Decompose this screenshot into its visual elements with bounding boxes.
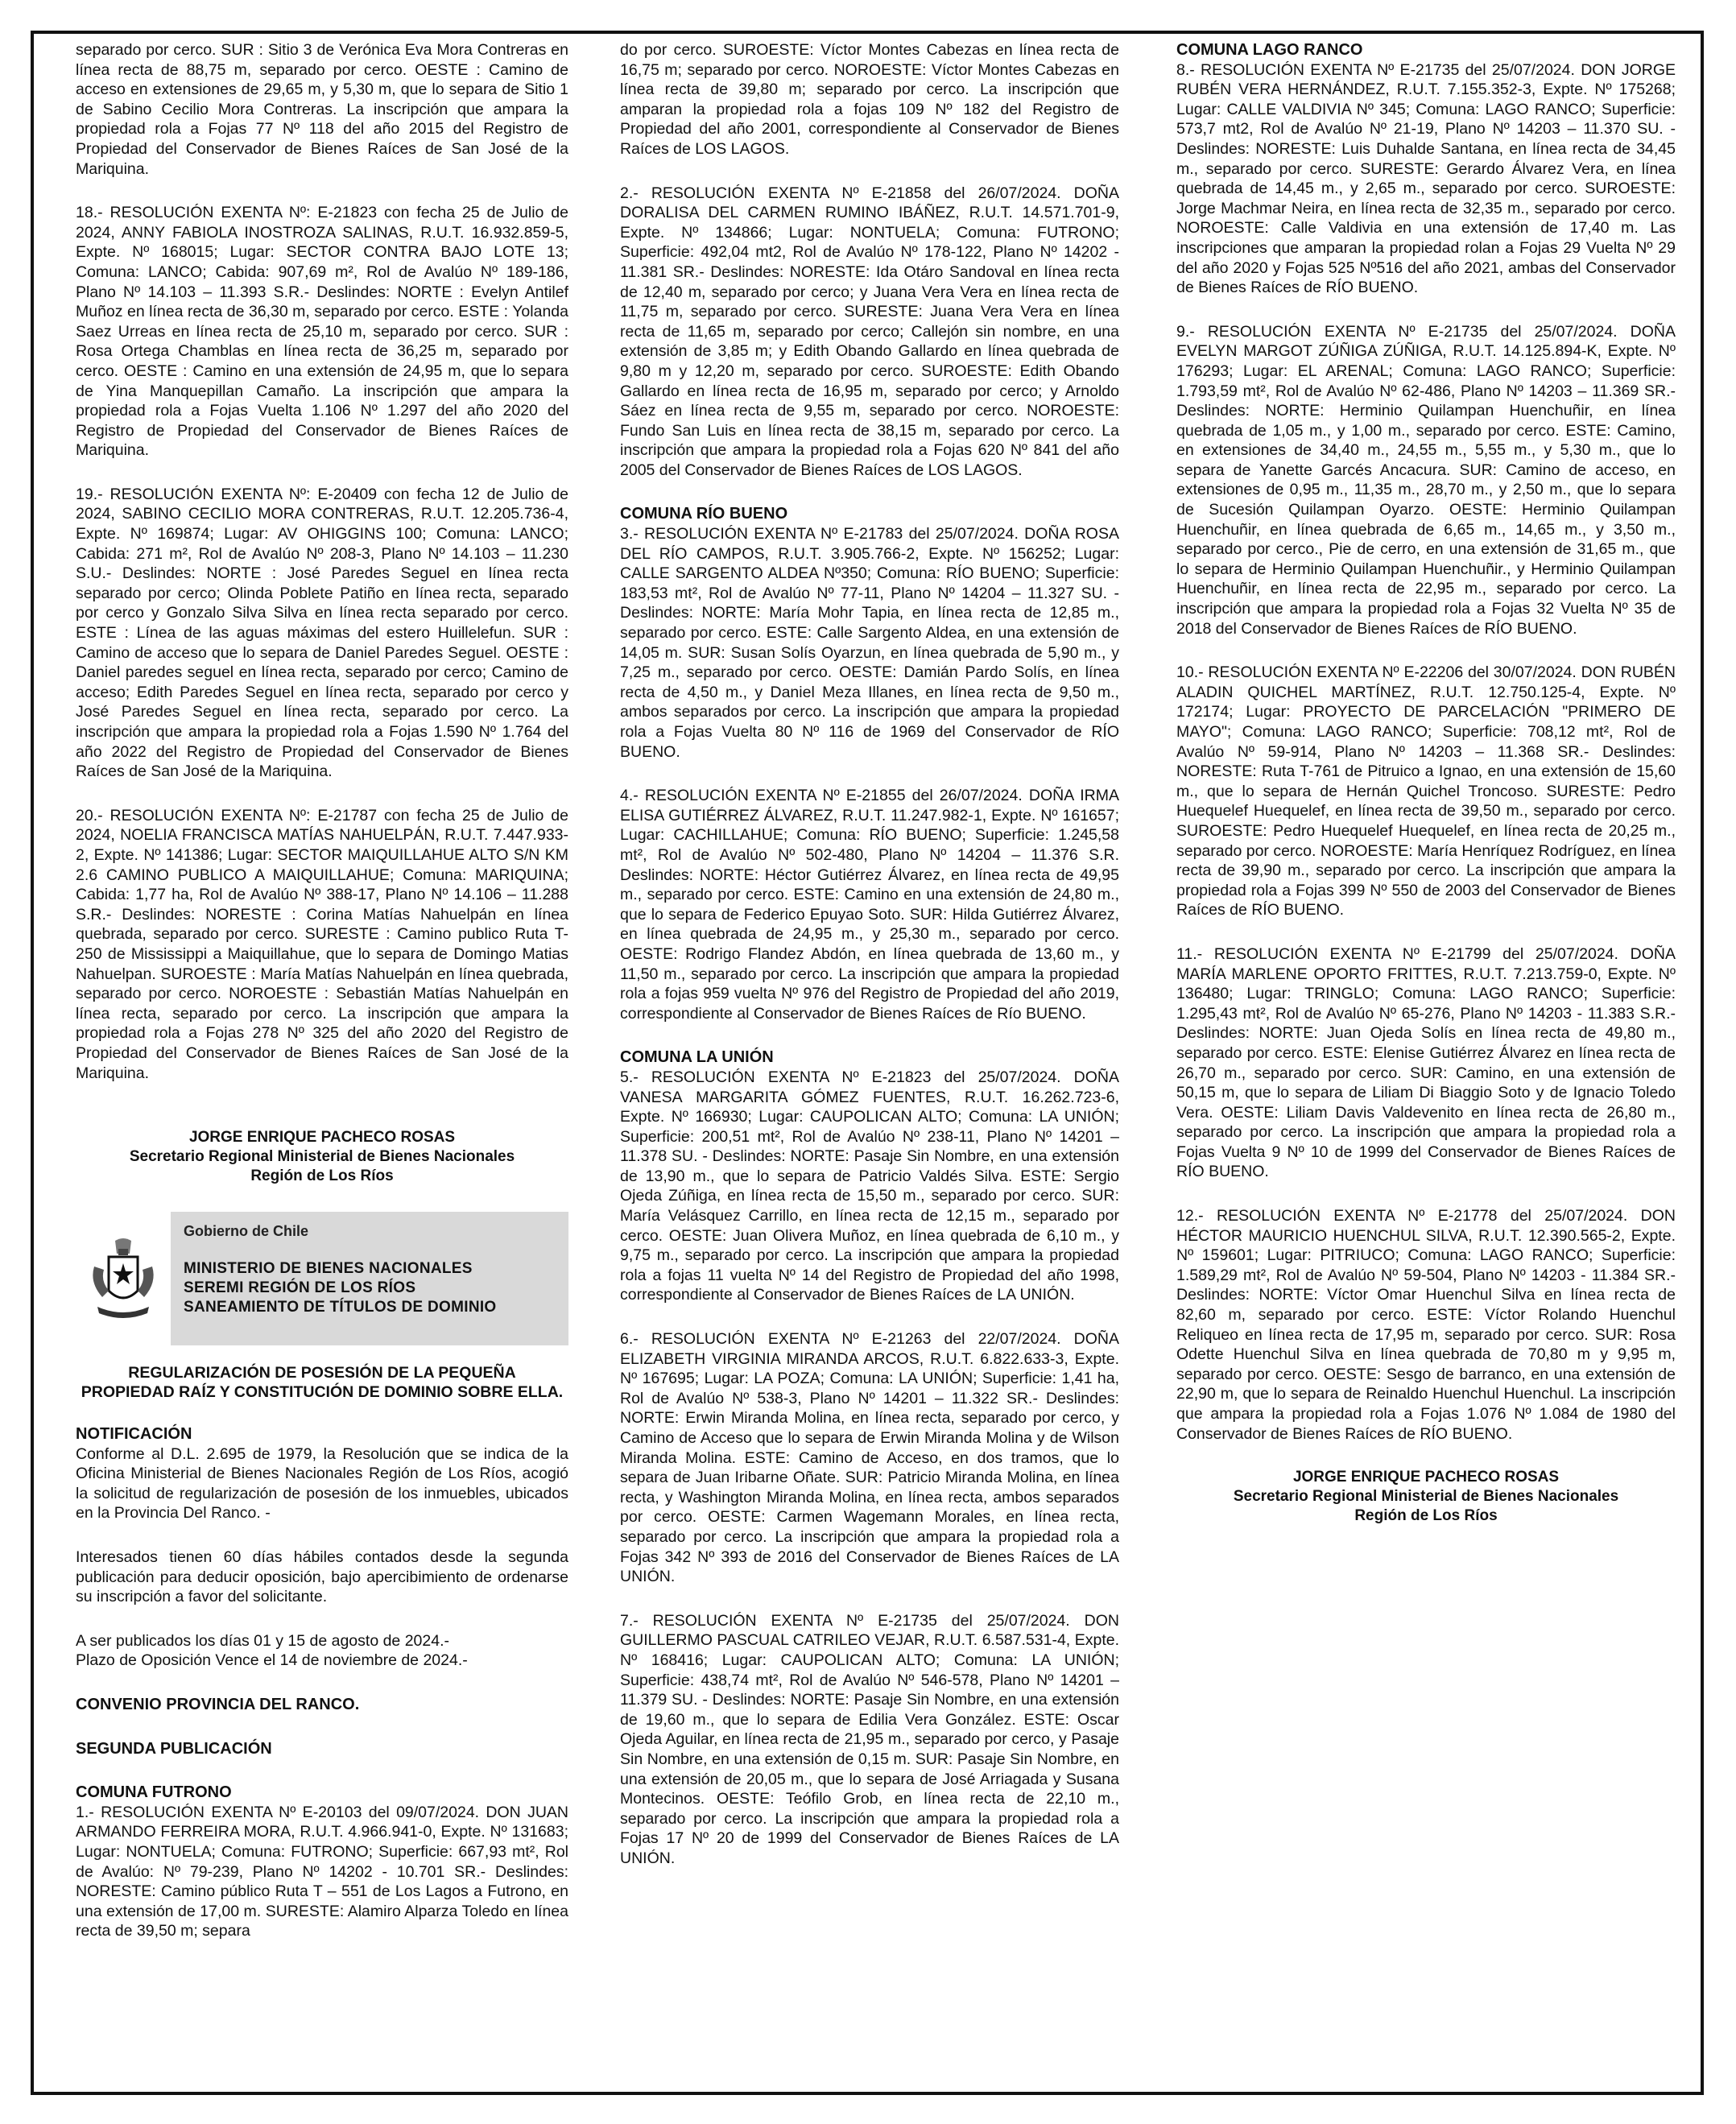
signatory-name: JORGE ENRIQUE PACHECO ROSAS	[188, 1129, 456, 1147]
resolution-9: 9.- RESOLUCIÓN EXENTA Nº E-21735 del 25/07/2024. DOÑA EVELYN MARGOT ZÚÑIGA ZÚÑIGA, R.U.T. 14.125.894-K, Expte. Nº 176293; Lugar: EL ARENAL; Comuna: LAGO RANCO; Superficie: 1.793,59 mt², Rol de Avalúo Nº 62-486, Plano Nº 14203 – 11.369 SR.- Deslindes: NORTE: Herminio Quilampan Huenchuñir, en línea quebrada de 1,05 m., y 1,00 m., separado por cerco. ESTE: Camino, en extensiones de 34,40 m., 24,55 m., 5,55 m., y 5,30 m., que lo separa de Yanette Garcés Ancacura. SUR: Camino de acceso, en extensiones de 0,95 m., 11,35 m., 28,70 m., y 2,50 m., que lo separa de Sucesión Quilampan Oyarzo. OESTE: Herminio Quilampan Huenchuñir, en línea quebrada de 6,65 m., 14,65 m., y 3,50 m., separado por cerco., Pie de cerro, en una extensión de 31,65 m., que lo separa de Herminio Quilampan Huenchuñir., y Herminio Quilampan Huenchuñir, en línea recta de 22,95 m., separado por cerco. La inscripción que ampara la propiedad rola a Fojas 32 Vuelta Nº 35 de 2018 del Conservador de Bienes Raíces de RÍO BUENO.	[1176, 322, 1676, 638]
publication-days: A ser publicados los días 01 y 15 de agosto de 2024.-	[76, 1631, 449, 1650]
publication-dates	[76, 1631, 568, 1671]
notificacion-body: Conforme al D.L. 2.695 de 1979, la Resolución que se indica de la Oficina Ministerial de Bienes Nacionales Región de Los Ríos, acogió la solicitud de regularización de posesión de los inmuebles, ubicados en la Provincia Del Ranco. -	[76, 1444, 568, 1523]
ministry-name: MINISTERIO DE BIENES NACIONALES	[184, 1259, 473, 1277]
convenio-heading: CONVENIO PROVINCIA DEL RANCO.	[76, 1696, 360, 1714]
resolution-5: 5.- RESOLUCIÓN EXENTA Nº E-21823 del 25/07/2024. DOÑA VANESA MARGARITA GÓMEZ FUENTES, R.U.T. 16.262.723-6, Expte. Nº 166930; Lugar: CAUPOLICAN ALTO; Comuna: LA UNIÓN; Superficie: 200,51 mt², Rol de Avalúo Nº 238-11, Plano Nº 14201 – 11.378 SU. - Deslindes: NORTE: Pasaje Sin Nombre, en una extensión de 13,90 m., que lo separa de Patricio Valdés Silva. ESTE: Sergio Ojeda Zúñiga, en línea recta de 15,50 m., separado por cerco. SUR: María Velásquez Carrillo, en línea recta de 12,15 m., separado por cerco. OESTE: Juan Olivera Muñoz, en línea quebrada de 6,10 m., y 9,75 m., separado por cerco. La inscripción que ampara la propiedad rola a fojas 11 vuelta Nº 14 del Registro de Propiedad del año 1998, correspondiente al Conservador de Bienes Raíces de LA UNIÓN.	[620, 1068, 1119, 1304]
comuna-futrono-heading: COMUNA FUTRONO	[76, 1783, 232, 1802]
signatory-region: Región de Los Ríos	[250, 1167, 394, 1185]
column-middle	[620, 40, 1119, 1892]
signatory-role: Secretario Regional Ministerial de Bienes Nacionales	[129, 1148, 515, 1166]
comuna-la-union-heading: COMUNA LA UNIÓN	[620, 1048, 774, 1067]
segunda-publicacion-heading: SEGUNDA PUBLICACIÓN	[76, 1739, 272, 1758]
column-left	[76, 40, 568, 1965]
notice-title	[76, 1363, 568, 1402]
resolution-3: 3.- RESOLUCIÓN EXENTA Nº E-21783 del 25/07/2024. DOÑA ROSA DEL RÍO CAMPOS, R.U.T. 3.905.766-2, Expte. Nº 156252; Lugar: CALLE SARGENTO ALDEA Nº350; Comuna: RÍO BUENO; Superficie: 183,53 mt², Rol de Avalúo Nº 77-11, Plano Nº 14204 – 11.327 SU. - Deslindes: NORTE: María Mohr Tapia, en línea recta de 12,85 m., separado por cerco. ESTE: Calle Sargento Aldea, en una extensión de 14,05 m. SUR: Susan Solís Oyarzun, en línea quebrada de 5,90 m., y 7,25 m., separado por cerco. OESTE: Damián Pardo Solís, en línea recta de 4,50 m., y Daniel Meza Illanes, en línea recta de 9,50 m., ambos separados por cerco. La inscripción que ampara la propiedad rola a Fojas Vuelta 80 Nº 116 de 1969 del Conservador de RÍO BUENO.	[620, 525, 1119, 761]
resolution-1: 1.- RESOLUCIÓN EXENTA Nº E-20103 del 09/07/2024. DON JUAN ARMANDO FERREIRA MORA, R.U.T. 4.966.941-0, Expte. Nº 131683; Lugar: NONTUELA; Comuna: FUTRONO; Superficie: 667,93 mt², Rol de Avalúo: Nº 79-239, Plano Nº 14202 - 10.701 SR.- Deslindes: NORESTE: Camino público Ruta T – 551 de Los Lagos a Futrono, en una extensión de 17,00 m. SURESTE: Alamiro Alparza Toledo en línea recta de 39,50 m; separa	[76, 1803, 568, 1940]
resolution-10: 10.- RESOLUCIÓN EXENTA Nº E-22206 del 30/07/2024. DON RUBÉN ALADIN QUICHEL MARTÍNEZ, R.U.T. 12.750.125-4, Expte. Nº 172174; Lugar: PROYECTO DE PARCELACIÓN "PRIMERO DE MAYO"; Comuna: LAGO RANCO; Superficie: 708,12 mt², Rol de Avalúo Nº 59-914, Plano Nº 14203 – 11.368 SR.- Deslindes: NORESTE: Ruta T-761 de Pitruico a Ignao, en una extensión de 15,60 m., que lo separa de Hernán Quichel Troncoso. SURESTE: Pedro Huequelef Huequelef, en línea recta de 39,50 m., separado por cerco. SUROESTE: Pedro Huequelef Huequelef, en línea recta de 20,25 m., separado por cerco. NOROESTE: María Henríquez Rodríguez, en línea recta de 39,90 m., separado por cerco. La inscripción que ampara la propiedad rola a Fojas 399 Nº 550 de 2003 del Conservador de Bienes Raíces de RÍO BUENO.	[1176, 663, 1676, 919]
resolution-8: 8.- RESOLUCIÓN EXENTA Nº E-21735 del 25/07/2024. DON JORGE RUBÉN VERA HERNÁNDEZ, R.U.T. 7.155.352-3, Expte. Nº 175268; Lugar: CALLE VALDIVIA Nº 345; Comuna: LAGO RANCO; Superficie: 573,7 mt2, Rol de Avalúo Nº 21-19, Plano Nº 14203 – 11.370 SU. - Deslindes: NORESTE: Luis Duhalde Santana, en línea recta de 34,45 m., separado por cerco. SURESTE: Gerardo Álvarez Vera, en línea quebrada de 14,45 m., y 2,65 m., separado por cerco. SUROESTE: Jorge Machmar Neira, en línea recta de 32,35 m., separado por cerco. NOROESTE: Calle Valdivia en una extensión de 17,40 m. Las inscripciones que amparan la propiedad rolan a Fojas 29 Vuelta Nº 29 del año 2020 y Fojas 525 Nº516 del año 2021, ambas del Conservador de Bienes Raíces de RÍO BUENO.	[1176, 60, 1676, 297]
signature-block-right	[1176, 1468, 1676, 1526]
ministry-banner	[76, 1212, 568, 1345]
resolution-19: 19.- RESOLUCIÓN EXENTA Nº: E-20409 con fecha 12 de Julio de 2024, SABINO CECILIO MORA CONTRERAS, R.U.T. 12.205.736-4, Expte. Nº 169874; Lugar: AV OHIGGINS 100; Comuna: LANCO; Cabida: 271 m², Rol de Avalúo Nº 208-3, Plano Nº 14.103 – 11.230 S.U.- Deslindes: NORTE : José Paredes Seguel en línea recta separado por cerco; Olinda Poblete Patiño en línea recta, separado por cerco y Gonzalo Silva Silva en línea recta separado por cerco. ESTE : Línea de las aguas máximas del estero Huillelefun. SUR : Camino de acceso que lo separa de Daniel Paredes Seguel. OESTE : Daniel paredes seguel en línea recta, separado por cerco; Camino de acceso; Edith Paredes Seguel en línea recta, separado por cerco y José Paredes Seguel en línea recta, separado por cerco. La inscripción que ampara la propiedad rola a Fojas 1.590 Nº 1.764 del año 2022 del Registro de Propiedad del Conservador de Bienes Raíces de San José de la Mariquina.	[76, 485, 568, 781]
resolution-12: 12.- RESOLUCIÓN EXENTA Nº E-21778 del 25/07/2024. DON HÉCTOR MAURICIO HUENCHUL SILVA, R.U.T. 12.390.565-2, Expte. Nº 159601; Lugar: PITRIUCO; Comuna: LAGO RANCO; Superficie: 1.589,29 mt², Rol de Avalúo Nº 59-504, Plano Nº 14203 - 11.384 SR.- Deslindes: NORTE: Víctor Omar Huenchul Silva en línea recta de 82,60 m, separado por cerco. ESTE: Víctor Rolando Huenchul Reliqueo en línea recta de 17,95 m, separado por cerco. SUR: Rosa Odette Huenchul Silva en línea quebrada de 70,80 m y 9,95 m, separado por cerco. OESTE: Sesgo de barranco, en una extensión de 22,90 m, que lo separa de Reinaldo Huenchul Huenchul. La inscripción que ampara la propiedad rola a Fojas 1.076 Nº 1.084 de 1980 del Conservador de Bienes Raíces de RÍO BUENO.	[1176, 1207, 1676, 1443]
notificacion-heading: NOTIFICACIÓN	[76, 1425, 192, 1444]
resolution-20: 20.- RESOLUCIÓN EXENTA Nº: E-21787 con fecha 25 de Julio de 2024, NOELIA FRANCISCA MATÍAS NAHUELPÁN, R.U.T. 7.447.933-2, Expte. Nº 141386; Lugar: SECTOR MAIQUILLAHUE ALTO S/N KM 2.6 CAMINO PUBLICO A MAIQUILLAHUE; Comuna: MARIQUINA; Cabida: 1,77 ha, Rol de Avalúo Nº 388-17, Plano Nº 14.106 – 11.288 S.R.- Deslindes: NORESTE : Corina Matías Nahuelpán en línea quebrada, separado por cerco. SURESTE : Camino publico Ruta T-250 de Mississippi a Maiquillahue, que lo separa de Domingo Matias Nahuelpan. SUROESTE : María Matías Nahuelpán en línea quebrada, separado por cerco. NOROESTE : Sebastián Matías Nahuelpán en línea recta, separado por cerco. La inscripción que ampara la propiedad rola a Fojas 278 Nº 325 del año 2020 del Registro de Propiedad del Conservador de Bienes Raíces de San José de la Mariquina.	[76, 806, 568, 1082]
notice-title-line-1: REGULARIZACIÓN DE POSESIÓN DE LA PEQUEÑA	[128, 1364, 516, 1382]
ministry-banner-text	[171, 1212, 568, 1345]
interesados-paragraph: Interesados tienen 60 días hábiles contados desde la segunda publicación para deducir oposición, bajo apercibimiento de ordenarse su inscripción a favor del solicitante.	[76, 1548, 568, 1606]
column-right	[1176, 40, 1676, 1552]
opposition-deadline: Plazo de Oposición Vence el 14 de noviembre de 2024.-	[76, 1651, 468, 1670]
comuna-lago-ranco-heading: COMUNA LAGO RANCO	[1176, 41, 1363, 59]
seremi-name: SEREMI REGIÓN DE LOS RÍOS	[184, 1279, 416, 1296]
resolution-1-continued: do por cerco. SUROESTE: Víctor Montes Cabezas en línea recta de 16,75 m; separado por cerco. NOROESTE: Víctor Montes Cabezas en línea recta de 39,80 m; separado por cerco. La inscripción que amparan la propiedad rola a fojas 109 Nº 182 del Registro de Propiedad del año 2001, correspondiente al Conservador de Bienes Raíces de LOS LAGOS.	[620, 41, 1119, 158]
signatory-name: JORGE ENRIQUE PACHECO ROSAS	[1292, 1469, 1560, 1486]
resolution-4: 4.- RESOLUCIÓN EXENTA Nº E-21855 del 26/07/2024. DOÑA IRMA ELISA GUTIÉRREZ ÁLVAREZ, R.U.T. 11.247.982-1, Expte. Nº 161657; Lugar: CACHILLAHUE; Comuna: RÍO BUENO; Superficie: 1.245,58 mt², Rol de Avalúo Nº 502-480, Plano Nº 14204 – 11.376 S.R. Deslindes: NORTE: Héctor Gutiérrez Álvarez, en línea recta de 49,95 m., separado por cerco. ESTE: Camino en una extensión de 24,80 m., que lo separa de Federico Epuyao Soto. SUR: Hilda Gutiérrez Álvarez, en línea quebrada de 24,95 m., y 25,30 m., separado por cerco. OESTE: Rodrigo Flandez Abdón, en línea quebrada de 13,60 m., y 11,50 m., separado por cerco. La inscripción que ampara la propiedad rola a fojas 959 vuelta Nº 976 del Registro de Propiedad del año 2019, correspondiente al Conservador de Bienes Raíces de Río BUENO.	[620, 787, 1119, 1023]
resolution-2: 2.- RESOLUCIÓN EXENTA Nº E-21858 del 26/07/2024. DOÑA DORALISA DEL CARMEN RUMINO IBÁÑEZ, R.U.T. 14.571.701-9, Expte. Nº 134866; Lugar: NONTUELA; Comuna: FUTRONO; Superficie: 492,04 mt2, Rol de Avalúo Nº 178-122, Plano Nº 14202 - 11.381 SR.- Deslindes: NORESTE: Ida Otáro Sandoval en línea recta de 12,40 m, separado por cerco; y Juana Vera Vera en línea recta de 11,75 m, separado por cerco. SURESTE: Juana Vera Vera en línea recta de 11,65 m, separado por cerco; Callejón sin nombre, en una extensión de 3,85 m; y Edith Obando Gallardo en línea quebrada de 9,80 m y 12,20 m, separado por cerco. SUROESTE: Edith Obando Gallardo en línea recta de 16,95 m, separado por cerco; y Arnoldo Sáez en línea recta de 9,55 m, separado por cerco. NOROESTE: Fundo San Luis en línea recta de 38,15 m, separado por cerco. La inscripción que ampara la propiedad rola a Fojas 620 Nº 841 del año 2005 del Conservador de Bienes Raíces de LOS LAGOS.	[620, 184, 1119, 479]
chile-coat-of-arms-icon	[76, 1212, 171, 1345]
signature-block-left	[76, 1128, 568, 1186]
resolution-11: 11.- RESOLUCIÓN EXENTA Nº E-21799 del 25/07/2024. DOÑA MARÍA MARLENE OPORTO FRITTES, R.U.T. 7.213.759-0, Expte. Nº 136480; Lugar: TRINGLO; Comuna: LAGO RANCO; Superficie: 1.295,43 mt², Rol de Avalúo Nº 65-276, Plano Nº 14203 - 11.383 S.R.- Deslindes: NORTE: Juan Ojeda Solís en línea recta de 49,80 m., separado por cerco. ESTE: Elenise Gutiérrez Álvarez en línea recta de 26,70 m., separado por cerco. SUR: Camino, en una extensión de 50,15 m, que lo separa de Liliam Di Biaggio Soto y de Ignacio Toledo Vera. OESTE: Liliam Davis Valdevenito en línea recta de 26,80 m., separado por cerco. La inscripción que ampara la propiedad rola a Fojas Vuelta 9 Nº 10 de 1999 del Conservador de Bienes Raíces de RÍO BUENO.	[1176, 944, 1676, 1181]
signatory-region: Región de Los Ríos	[1354, 1507, 1498, 1525]
signatory-role: Secretario Regional Ministerial de Bienes Nacionales	[1233, 1488, 1619, 1506]
program-name: SANEAMIENTO DE TÍTULOS DE DOMINIO	[184, 1298, 497, 1316]
resolution-17-continued: separado por cerco. SUR : Sitio 3 de Verónica Eva Mora Contreras en línea recta de 88,75 m, separado por cerco. OESTE : Camino de acceso en extensiones de 29,65 m, y 5,30 m, que lo separa de Sitio 1 de Sabino Cecilio Mora Contreras. La inscripción que ampara la propiedad rola a Fojas 77 Nº 118 del año 2015 del Registro de Propiedad del Conservador de Bienes Raíces de San José de la Mariquina.	[76, 41, 568, 178]
comuna-rio-bueno-heading: COMUNA RÍO BUENO	[620, 505, 788, 523]
government-label: Gobierno de Chile	[184, 1223, 309, 1240]
resolution-6: 6.- RESOLUCIÓN EXENTA Nº E-21263 del 22/07/2024. DOÑA ELIZABETH VIRGINIA MIRANDA ARCOS, R.U.T. 6.822.633-3, Expte. Nº 167695; Lugar: LA POZA; Comuna: LA UNIÓN; Superficie: 1,41 ha, Rol de Avalúo Nº 538-3, Plano Nº 14201 – 11.322 SR.- Deslindes: NORTE: Erwin Miranda Molina, en línea recta, separado por cerco, y Camino de Acceso que lo separa de Erwin Miranda Molina y de Wilson Miranda Molina. ESTE: Camino de Acceso, en dos tramos, que lo separa de Juan Iribarne Oñate. SUR: Patricio Miranda Molina, en línea recta, y Washington Miranda Molina, en línea recta, ambos separados por cerco. OESTE: Carmen Wagemann Morales, en línea recta, separado por cerco. La inscripción que ampara la propiedad rola a Fojas 342 Nº 393 de 2016 del Conservador de Bienes Raíces de LA UNIÓN.	[620, 1330, 1119, 1586]
resolution-7: 7.- RESOLUCIÓN EXENTA Nº E-21735 del 25/07/2024. DON GUILLERMO PASCUAL CATRILEO VEJAR, R.U.T. 6.587.531-4, Expte. Nº 168416; Lugar: CAUPOLICAN ALTO; Comuna: LA UNIÓN; Superficie: 438,74 mt², Rol de Avalúo Nº 546-578, Plano Nº 14201 – 11.379 SU. - Deslindes: NORTE: Pasaje Sin Nombre, en una extensión de 19,60 m., que lo separa de Edilia Vera González. ESTE: Oscar Ojeda Aguilar, en línea recta de 21,95 m., separado por cerco, y Pasaje Sin Nombre, en una extensión de 0,15 m. SUR: Pasaje Sin Nombre, en una extensión de 20,05 m., que lo separa de José Arriagada y Susana Montecinos. OESTE: Teófilo Grob, en línea recta de 22,10 m., separado por cerco. La inscripción que ampara la propiedad rola a Fojas 17 Nº 20 de 1999 del Conservador de Bienes Raíces de LA UNIÓN.	[620, 1611, 1119, 1867]
resolution-18: 18.- RESOLUCIÓN EXENTA Nº: E-21823 con fecha 25 de Julio de 2024, ANNY FABIOLA INOSTROZA SALINAS, R.U.T. 16.932.859-5, Expte. Nº 168015; Lugar: SECTOR CONTRA BAJO LOTE 13; Comuna: LANCO; Cabida: 907,69 m², Rol de Avalúo Nº 189-186, Plano Nº 14.103 – 11.393 S.R.- Deslindes: NORTE : Evelyn Antilef Muñoz en línea recta de 36,30 m, separado por cerco. ESTE : Yolanda Saez Urreas en línea recta de 25,10 m, separado por cerco. SUR : Rosa Ortega Chamblas en línea recta de 36,25 m, separado por cerco. OESTE : Camino en una extensión de 24,95 m, que lo separa de Yina Manquepillan Camaño. La inscripción que ampara la propiedad rola a Fojas Vuelta 1.106 Nº 1.297 del año 2020 del Registro de Propiedad del Conservador de Bienes Raíces de Mariquina.	[76, 204, 568, 460]
notice-title-line-2: PROPIEDAD RAÍZ Y CONSTITUCIÓN DE DOMINIO SOBRE ELLA.	[81, 1383, 564, 1402]
